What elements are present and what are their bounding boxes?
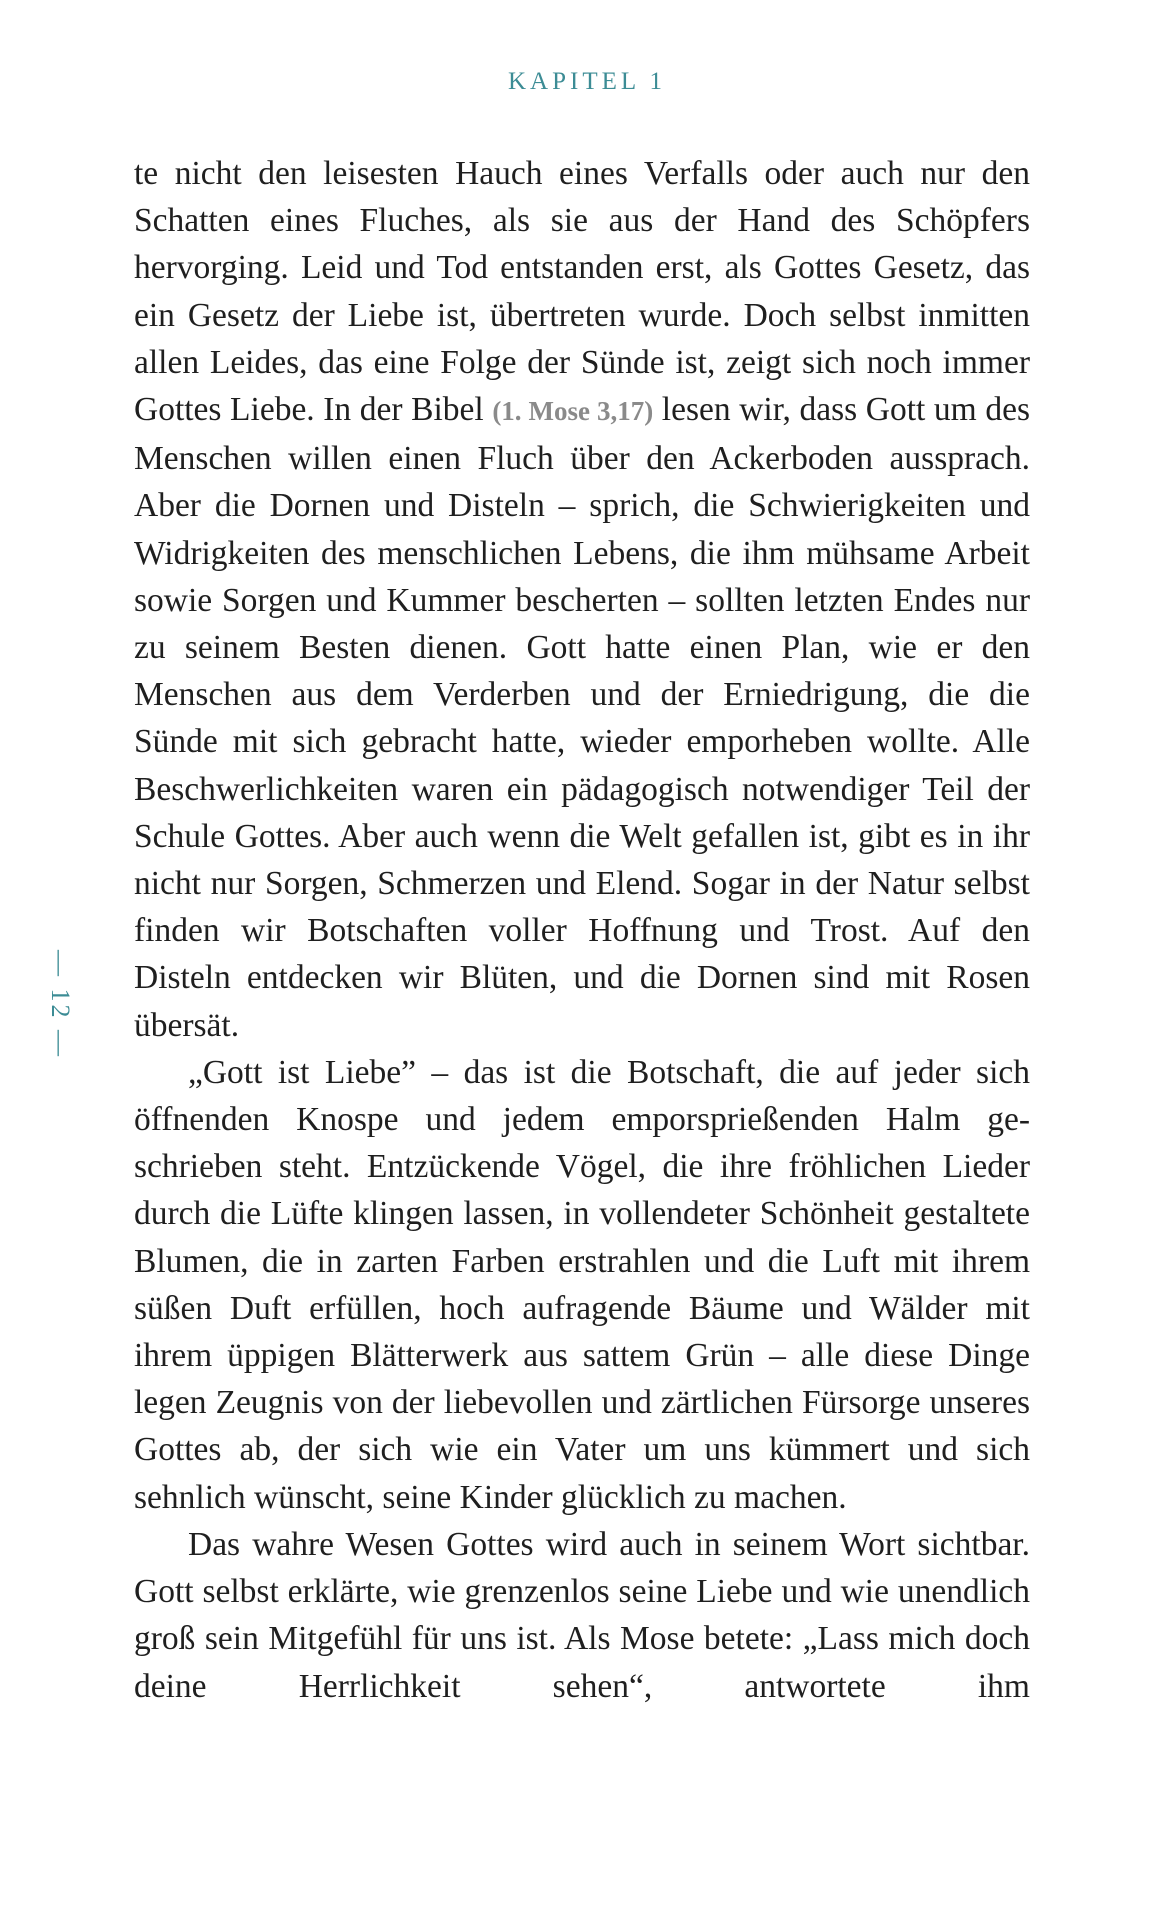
chapter-heading: KAPITEL 1 [508,68,666,95]
body-text [134,150,1030,1710]
page-number: — 12 — [46,950,75,1059]
paragraph-1 [134,150,1030,1049]
paragraph-1-text-a: te nicht den leisesten Hauch eines Verfalls oder auch nur den Schatten eines Fluches, als sie aus der Hand des Schöpfers hervorging. Leid und Tod entstanden erst, als Gottes Gesetz, das ein Gesetz der Liebe ist, übertreten wurde. Doch selbst inmitten allen Leides, das eine Folge der Sünde ist, zeigt sich noch immer Gottes Liebe. In der Bibel [134,155,1030,429]
paragraph-1-text-b: lesen wir, dass Gott um des Menschen willen einen Fluch über den Ackerboden aussprach. Aber die Dornen und Disteln – sprich, die Schwierigkeiten und Widrigkeiten des menschlichen Lebens, die ihm mühsame Arbeit sowie Sorgen und Kummer bescherten – sollten letzten Endes nur zu seinem Besten dienen. Gott hatte einen Plan, wie er den Menschen aus dem Verderben und der Erniedrigung, die die Sünde mit sich gebracht hatte, wieder emporheben wollte. Alle Beschwerlichkeiten waren ein pädagogisch notwendiger Teil der Schule Gottes. Aber auch wenn die Welt gefallen ist, gibt es in ihr nicht nur Sorgen, Schmerzen und Elend. Sogar in der Natur selbst finden wir Botschaften voller Hoffnung und Trost. Auf den Disteln entdecken wir Blüten, und die Dornen sind mit Rosen übersät. [134,391,1030,1044]
paragraph-2: „Gott ist Liebe” – das ist die Botschaft, die auf jeder sich öffnenden Knospe und jedem emporsprießenden Halm geschrieben steht. Entzückende Vögel, die ihre fröhlichen Lieder durch die Lüfte klingen lassen, in vollendeter Schönheit gestaltete Blumen, die in zarten Farben erstrahlen und die Luft mit ihrem süßen Duft erfüllen, hoch aufragende Bäume und Wälder mit ihrem üppigen Blätterwerk aus sattem Grün – alle diese Dinge legen Zeugnis von der liebevollen und zärtlichen Fürsorge unseres Gottes ab, der sich wie ein Vater um uns kümmert und sich sehnlich wünscht, seine Kinder glücklich zu machen. [134,1053,1030,1516]
paragraph-3: Das wahre Wesen Gottes wird auch in seinem Wort sichtbar. Gott selbst erklärte, wie grenzenlos seine Liebe und wie unendlich groß sein Mitgefühl für uns ist. Als Mose betete: „Lass mich doch deine Herrlichkeit sehen“, antwortete ihm [134,1525,1030,1705]
bible-reference: (1. Mose 3,17) [492,396,654,427]
